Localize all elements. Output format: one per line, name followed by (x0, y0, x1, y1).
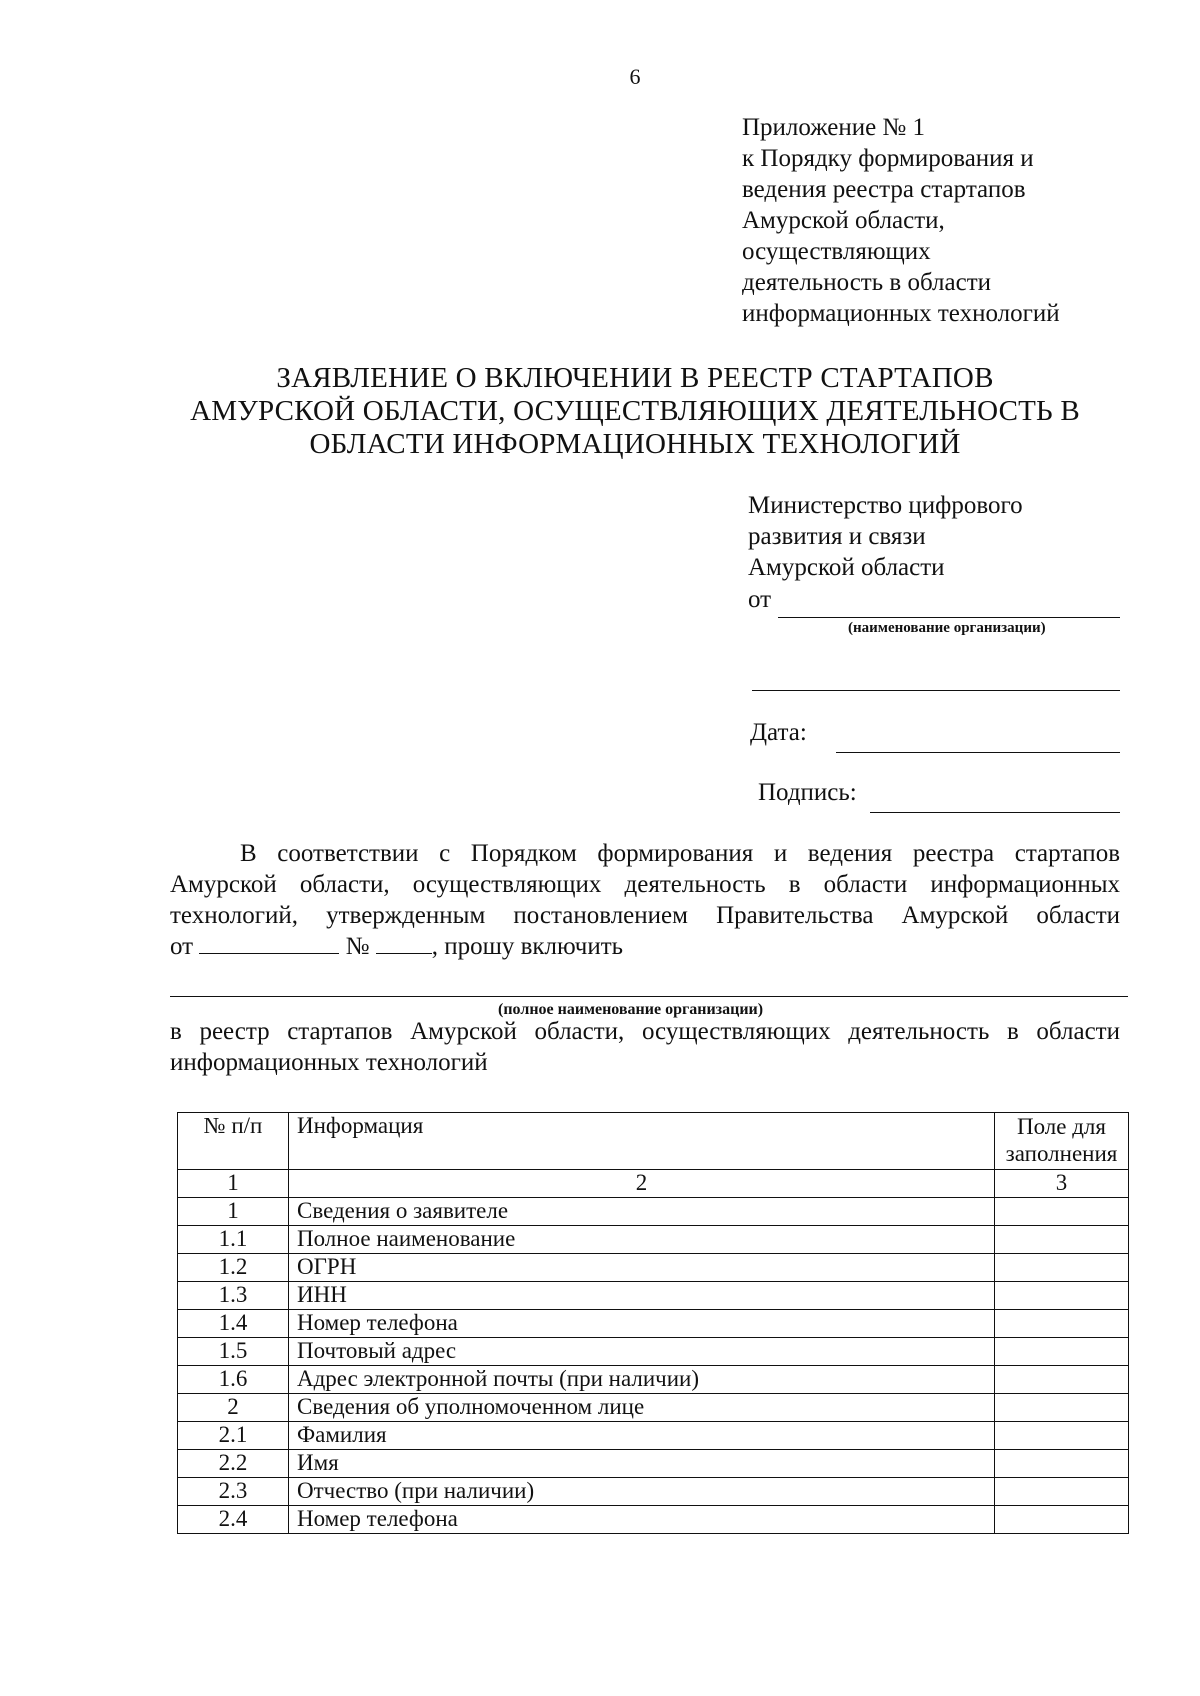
row-information: Номер телефона (289, 1310, 995, 1338)
table-row (178, 1450, 1129, 1478)
row-fill-cell[interactable] (995, 1422, 1129, 1450)
row-information: Сведения о заявителе (289, 1198, 995, 1226)
row-fill-cell[interactable] (995, 1282, 1129, 1310)
addressee-block (748, 490, 1023, 583)
row-information: ИНН (289, 1282, 995, 1310)
table-row (178, 1226, 1129, 1254)
row-fill-cell[interactable] (995, 1254, 1129, 1282)
row-number: 2 (178, 1394, 289, 1422)
table-row (178, 1254, 1129, 1282)
column-number-row (178, 1170, 1129, 1198)
row-information: Сведения об уполномоченном лице (289, 1394, 995, 1422)
row-information: Имя (289, 1450, 995, 1478)
row-number: 1.6 (178, 1366, 289, 1394)
body-line: Амурской области, осуществляющих деятельность в области информационных (170, 871, 1120, 898)
decree-number-field[interactable] (376, 931, 432, 954)
table-row (178, 1394, 1129, 1422)
row-fill-cell[interactable] (995, 1198, 1129, 1226)
row-number: 1.5 (178, 1338, 289, 1366)
table-row (178, 1198, 1129, 1226)
row-fill-cell[interactable] (995, 1310, 1129, 1338)
row-number: 2.3 (178, 1478, 289, 1506)
table-row (178, 1478, 1129, 1506)
title-line: ЗАЯВЛЕНИЕ О ВКЛЮЧЕНИИ В РЕЕСТР СТАРТАПОВ (276, 362, 994, 394)
from-label: от (748, 586, 772, 613)
row-number: 1.3 (178, 1282, 289, 1310)
row-number: 1 (178, 1198, 289, 1226)
decree-date-field[interactable] (199, 931, 339, 954)
row-number: 1.1 (178, 1226, 289, 1254)
table-header-row (178, 1113, 1129, 1170)
appendix-line: к Порядку формирования и (742, 145, 1034, 172)
organization-name-caption: (наименование организации) (848, 620, 1046, 636)
header-information: Информация (289, 1113, 995, 1170)
organization-name-field-line2[interactable] (752, 660, 1120, 691)
row-number: 2.1 (178, 1422, 289, 1450)
document-title (170, 362, 1100, 461)
row-information: Почтовый адрес (289, 1338, 995, 1366)
registry-text: в реестр стартапов Амурской области, осуществляющих деятельность в области информационных технологий (170, 1018, 1120, 1076)
table-row (178, 1310, 1129, 1338)
row-fill-cell[interactable] (995, 1478, 1129, 1506)
row-number: 2.4 (178, 1506, 289, 1534)
signature-label: Подпись: (758, 779, 857, 806)
row-information: Отчество (при наличии) (289, 1478, 995, 1506)
title-line: АМУРСКОЙ ОБЛАСТИ, ОСУЩЕСТВЛЯЮЩИХ ДЕЯТЕЛЬНОСТЬ В (190, 395, 1080, 427)
request-paragraph (170, 838, 1120, 962)
table-row (178, 1422, 1129, 1450)
row-fill-cell[interactable] (995, 1226, 1129, 1254)
row-fill-cell[interactable] (995, 1506, 1129, 1534)
row-fill-cell[interactable] (995, 1450, 1129, 1478)
row-information: Адрес электронной почты (при наличии) (289, 1366, 995, 1394)
row-information: Фамилия (289, 1422, 995, 1450)
decree-number-label: № (345, 933, 370, 960)
request-text: , прошу включить (431, 933, 624, 960)
row-number: 1.4 (178, 1310, 289, 1338)
table-row (178, 1506, 1129, 1534)
appendix-note (742, 112, 1060, 329)
addressee-line: Министерство цифрового (748, 492, 1023, 519)
table-row (178, 1282, 1129, 1310)
column-number: 1 (178, 1170, 289, 1198)
body-line: В соответствии с Порядком формирования и ведения реестра стартапов (240, 840, 1120, 867)
appendix-line: Приложение № 1 (742, 114, 926, 141)
body-line: технологий, утвержденным постановлением Правительства Амурской области (170, 902, 1120, 929)
header-number: № п/п (178, 1113, 289, 1170)
row-number: 2.2 (178, 1450, 289, 1478)
appendix-line: информационных технологий (742, 300, 1060, 327)
row-information: Полное наименование (289, 1226, 995, 1254)
addressee-line: Амурской области (748, 554, 945, 581)
page-number: 6 (629, 64, 641, 89)
row-fill-cell[interactable] (995, 1366, 1129, 1394)
decree-from-label: от (170, 933, 194, 960)
full-organization-name-field[interactable] (170, 970, 1128, 997)
appendix-line: ведения реестра стартапов (742, 176, 1026, 203)
appendix-line: осуществляющих (742, 238, 931, 265)
table-row (178, 1338, 1129, 1366)
date-field[interactable] (836, 722, 1120, 753)
signature-field[interactable] (870, 782, 1120, 813)
row-fill-cell[interactable] (995, 1394, 1129, 1422)
addressee-line: развития и связи (748, 523, 926, 550)
table-row (178, 1366, 1129, 1394)
organization-name-field[interactable] (778, 590, 1120, 618)
row-information: Номер телефона (289, 1506, 995, 1534)
row-number: 1.2 (178, 1254, 289, 1282)
header-fill-field: Поле для заполнения (995, 1113, 1129, 1170)
date-label: Дата: (750, 719, 807, 746)
column-number: 3 (995, 1170, 1129, 1198)
column-number: 2 (289, 1170, 995, 1198)
full-organization-name-caption: (полное наименование организации) (498, 1001, 764, 1018)
title-line: ОБЛАСТИ ИНФОРМАЦИОННЫХ ТЕХНОЛОГИЙ (309, 428, 961, 460)
appendix-line: деятельность в области (742, 269, 992, 296)
row-information: ОГРН (289, 1254, 995, 1282)
appendix-line: Амурской области, (742, 207, 945, 234)
information-table (177, 1112, 1129, 1534)
row-fill-cell[interactable] (995, 1338, 1129, 1366)
